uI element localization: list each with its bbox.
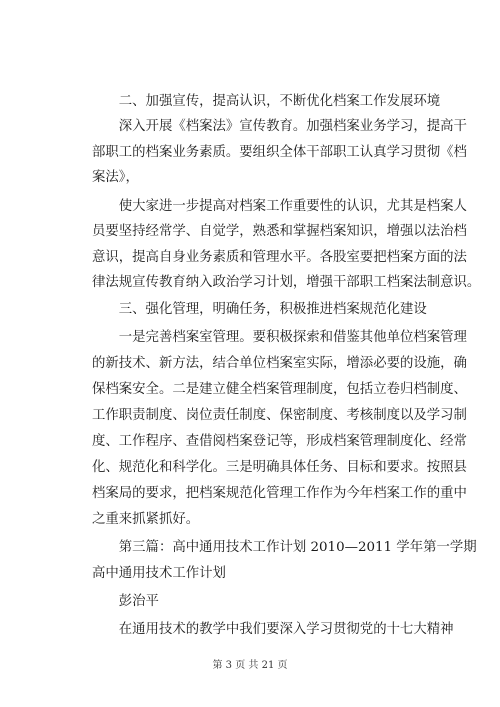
body-line: 一是完善档案室管理。要积极探索和借鉴其他单位档案管理: [92, 330, 467, 345]
body-line: 在通用技术的教学中我们要深入学习贯彻党的十七大精神: [92, 622, 454, 637]
body-line: 案法》，: [92, 170, 139, 185]
body-line: 意识，提高自身业务素质和管理水平。各股室要把档案方面的法: [92, 250, 467, 265]
section-heading: 第三篇：高中通用技术工作计划 2010—2011 学年第一学期: [92, 540, 477, 555]
body-line: 使大家进一步提高对档案工作重要性的认识，尤其是档案人: [92, 199, 467, 214]
section-heading: 三、强化管理，明确任务，积极推进档案规范化建设: [92, 302, 427, 317]
body-line: 档案局的要求，把档案规范化管理工作作为今年档案工作的重中: [92, 486, 467, 501]
body-line: 部职工的档案业务素质。要组织全体干部职工认真学习贯彻《档: [92, 145, 467, 160]
body-line: 员要坚持经常学、自觉学，熟悉和掌握档案知识，增强以法治档: [92, 224, 467, 239]
body-line: 的新技术、新方法，结合单位档案室实际，增添必要的设施，确: [92, 356, 467, 371]
body-line: 深入开展《档案法》宣传教育。加强档案业务学习，提高干: [92, 119, 467, 134]
body-line: 度、工作程序、查借阅档案登记等，形成档案管理制度化、经常: [92, 434, 467, 449]
page-number-footer: 第 3 页 共 21 页: [212, 660, 288, 671]
body-line: 律法规宣传教育纳入政治学习计划，增强干部职工档案法制意识。: [92, 275, 481, 290]
body-line: 工作职责制度、岗位责任制度、保密制度、考核制度以及学习制: [92, 408, 467, 423]
section-title: 高中通用技术工作计划: [92, 566, 226, 581]
body-line: 之重来抓紧抓好。: [92, 512, 200, 527]
author-name: 彭治平: [92, 594, 159, 609]
body-line: 保档案安全。二是建立健全档案管理制度，包括立卷归档制度、: [92, 382, 467, 397]
body-line: 化、规范化和科学化。三是明确具体任务、目标和要求。按照县: [92, 460, 467, 475]
body-line: 二、加强宣传，提高认识，不断优化档案工作发展环境: [92, 94, 441, 109]
